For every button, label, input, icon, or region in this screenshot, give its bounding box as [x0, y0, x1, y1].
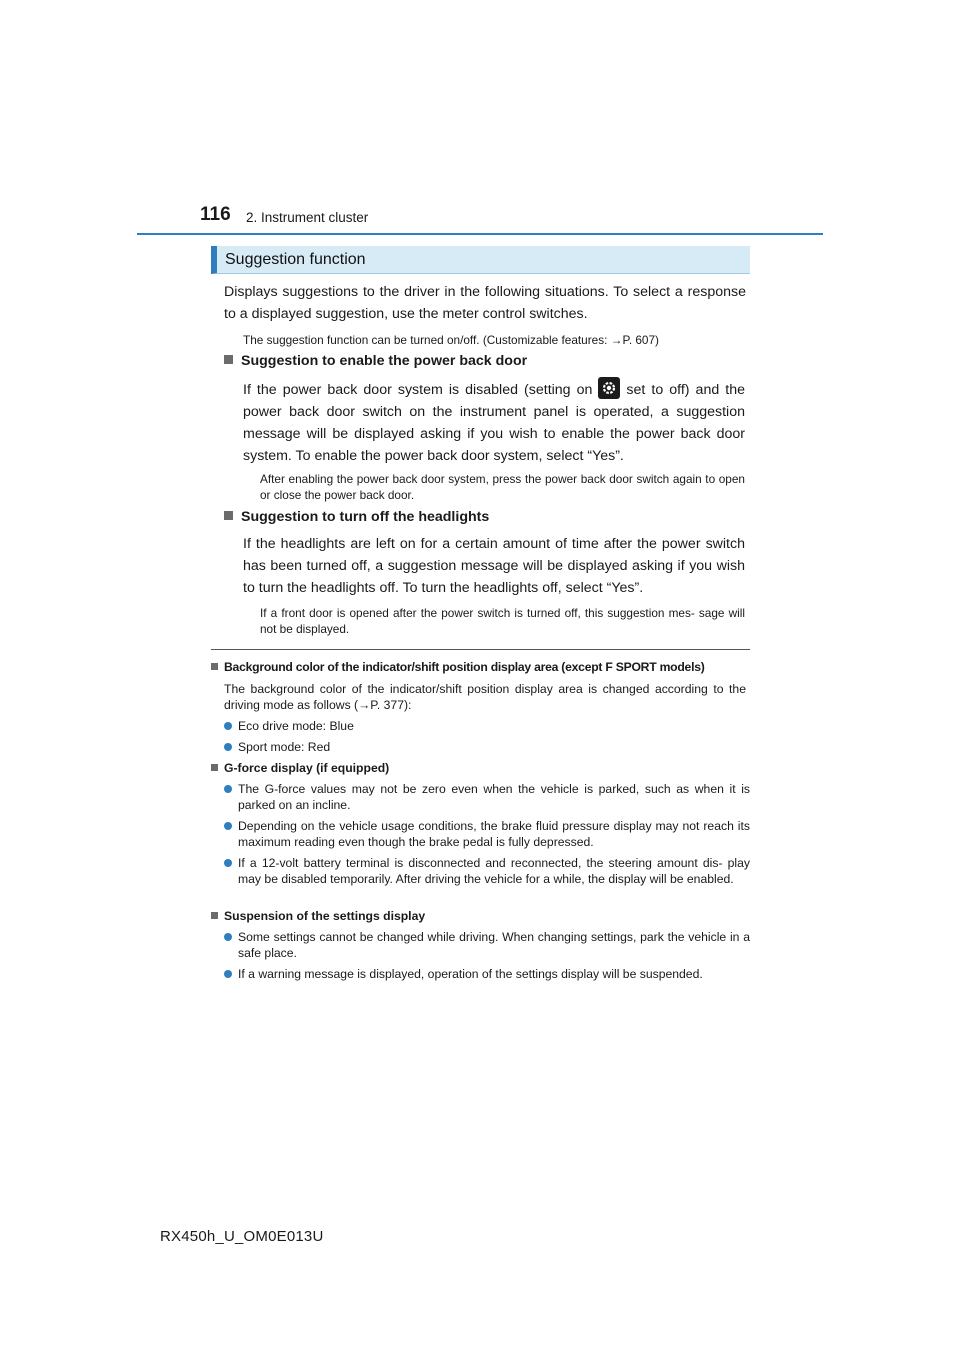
- bullet-dot-icon: [224, 785, 232, 793]
- list-item: If a 12-volt battery terminal is disconnected and reconnected, the steering amount dis- play may be disabled temporarily. After driving the vehicle for a while, the display will be enabled.: [238, 856, 750, 886]
- manual-code: RX450h_U_OM0E013U: [160, 1228, 324, 1245]
- square-bullet-icon: [211, 764, 218, 771]
- bullet-dot-icon: [224, 859, 232, 867]
- list-item: Sport mode: Red: [238, 740, 331, 754]
- square-bullet-icon: [211, 663, 218, 670]
- power-back-door-note: After enabling the power back door system, press the power back door switch again to open or close the power back door.: [260, 472, 745, 502]
- list-item: Eco drive mode: Blue: [238, 719, 354, 733]
- square-bullet-icon: [224, 511, 233, 520]
- bullet-dot-icon: [224, 722, 232, 730]
- chapter-title: 2. Instrument cluster: [246, 210, 369, 225]
- subheading-power-back-door: Suggestion to enable the power back door: [224, 351, 527, 371]
- section-intro: Displays suggestions to the driver in the following situations. To select a response to a displayed suggestion, use the meter control switches.: [224, 284, 746, 322]
- bullet-dot-icon: [224, 822, 232, 830]
- headlights-body: If the headlights are left on for a certain amount of time after the power switch has been turned off, a suggestion message will be displayed asking if you wish to turn the headlights off. To turn the headlights off, select “Yes”.: [243, 536, 745, 596]
- list-item: If a warning message is displayed, operation of the settings display will be suspended.: [238, 967, 703, 981]
- list-item: Depending on the vehicle usage conditions, the brake fluid pressure display may not reach its maximum reading even though the brake pedal is fully depressed.: [238, 819, 750, 849]
- header-rule: [137, 233, 823, 235]
- notes-divider: [211, 649, 750, 650]
- square-bullet-icon: [211, 912, 218, 919]
- page-number: 116: [200, 204, 231, 225]
- bullet-dot-icon: [224, 970, 232, 978]
- bullet-dot-icon: [224, 743, 232, 751]
- list-item: The G-force values may not be zero even when the vehicle is parked, such as when it is parked on an incline.: [238, 782, 750, 812]
- power-back-door-body: If the power back door system is disabled (setting on set to off) and the power back door switch on the instrument panel is operated, a suggestion message will be displayed asking if you wish to enable the power back door system. To enable the power back door system, select “Yes”.: [243, 377, 745, 467]
- section-title: Suggestion function: [225, 251, 366, 268]
- subheading-headlights: Suggestion to turn off the headlights: [224, 507, 489, 527]
- list-item: Some settings cannot be changed while driving. When changing settings, park the vehicle in a safe place.: [238, 930, 750, 960]
- note-heading-gforce: G-force display (if equipped): [211, 760, 389, 776]
- settings-gear-icon: [598, 377, 620, 399]
- section-title-bar: [211, 246, 750, 274]
- note-heading-bg-color: Background color of the indicator/shift position display area (except F SPORT models): [211, 659, 705, 675]
- section-intro-note: The suggestion function can be turned on/off. (Customizable features: →P. 607): [243, 333, 659, 347]
- bullet-dot-icon: [224, 933, 232, 941]
- note-text-bg-color: The background color of the indicator/shift position display area is changed according to the driving mode as follows (→P. 377):: [224, 682, 746, 712]
- note-heading-suspension: Suspension of the settings display: [211, 908, 425, 924]
- square-bullet-icon: [224, 355, 233, 364]
- headlights-note: If a front door is opened after the power switch is turned off, this suggestion mes- sage will not be displayed.: [260, 606, 745, 636]
